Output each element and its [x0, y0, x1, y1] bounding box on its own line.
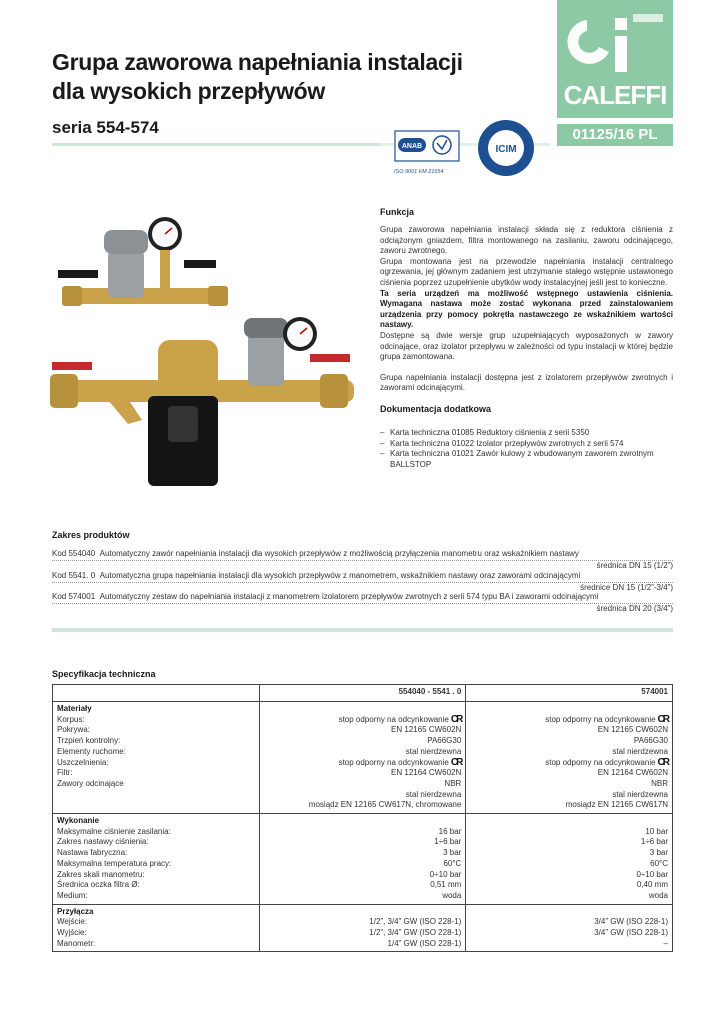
materials-col1	[259, 702, 466, 814]
spec-value: 1/2”, 3/4” GW (ISO 228-1)	[369, 917, 462, 927]
spec-value: 3 bar	[443, 848, 462, 858]
spec-value: woda	[648, 890, 668, 900]
function-section	[380, 207, 673, 470]
connections-col2	[466, 904, 673, 952]
product-description: Automatyczny zawór napełniania instalacji dla wysokich przepływów z możliwością przyłączenia manometru oraz wskaźnikiem nastawy	[99, 549, 579, 558]
spec-value: 3 bar	[649, 848, 668, 858]
document-code: 01125/16 PL	[557, 124, 673, 146]
spec-materials-row	[53, 702, 673, 814]
spec-label: Pokrywa:	[57, 725, 90, 735]
function-heading: Funkcja	[380, 207, 415, 217]
spec-value: 10 bar	[645, 826, 668, 836]
spec-value: mosiądz EN 12165 CW617N, chromowane	[308, 800, 462, 810]
spec-value: 0÷10 bar	[429, 869, 462, 879]
product-size: średnica DN 20 (3/4”)	[596, 603, 673, 613]
product-description: Automatyczny zestaw do napełniania instalacji z manometrem izolatorem przepływów zwrotnych z serii 574 typu BA i zaworami odcinającymi	[99, 592, 599, 601]
materials-col2	[466, 702, 673, 814]
connections-labels	[53, 904, 260, 952]
spec-value: EN 12165 CW602N	[391, 725, 462, 735]
spec-label: Uszczelnienia:	[57, 757, 109, 767]
cert-text: ISO 9001 FM 21654	[394, 169, 444, 175]
spec-value: 60°C	[650, 858, 668, 868]
spec-connections-row	[53, 904, 673, 952]
materials-labels	[53, 702, 260, 814]
product-row	[52, 592, 673, 614]
spec-label: Średnica oczka filtra Ø:	[57, 880, 140, 890]
valve-group-large-photo	[50, 317, 354, 486]
spec-value: 60°C	[443, 858, 462, 868]
spec-value: 0,40 mm	[636, 880, 668, 890]
documentation-item: – Karta techniczna 01085 Reduktory ciśnienia z serii 5350	[380, 428, 673, 439]
function-paragraph-bold: Ta seria urządzeń ma możliwość wstępnego ustawienia ciśnienia. Wymagana nastawa może zostać wykonana przed zainstalowaniem urządzenia przy pomocy pokrętła nastawczego ze wskaźnikiem wartości nastawy.	[380, 288, 673, 330]
product-code: Kod 574001	[52, 592, 96, 601]
product-size: średnica DN 15 (1/2”)	[596, 560, 673, 570]
spec-value: NBR	[444, 778, 462, 788]
performance-col1	[259, 814, 466, 905]
spec-performance-row	[53, 814, 673, 905]
spec-value: mosiądz EN 12165 CW617N	[565, 800, 668, 810]
performance-col2	[466, 814, 673, 905]
spec-value: stal nierdzewna	[405, 746, 462, 756]
spec-value: EN 12164 CW602N	[391, 768, 462, 778]
product-row	[52, 571, 673, 593]
spec-value: woda	[442, 890, 462, 900]
spec-value: 0÷10 bar	[636, 869, 668, 879]
spec-value: stal nierdzewna	[612, 789, 668, 799]
section-divider	[52, 628, 673, 632]
performance-labels	[53, 814, 260, 905]
product-row	[52, 549, 673, 571]
spec-label: Nastawa fabryczna:	[57, 848, 128, 858]
documentation-heading: Dokumentacja dodatkowa	[380, 403, 492, 414]
valve-group-small-photo	[58, 217, 228, 306]
spec-label: Zakres skali manometru:	[57, 869, 145, 879]
spec-value: 1/4” GW (ISO 228-1)	[387, 938, 462, 948]
svg-text:ANAB: ANAB	[401, 143, 423, 150]
svg-text:ICIM: ICIM	[495, 144, 517, 155]
spec-value: stal nierdzewna	[612, 746, 668, 756]
spec-value: stal nierdzewna	[405, 789, 462, 799]
specification-table	[52, 684, 673, 952]
cr-mark-icon: CR	[450, 756, 462, 768]
function-paragraph: Grupa zaworowa napełniania instalacji składa się z reduktora ciśnienia z odciążonym gniazdem, filtra montowanego na zasilaniu, zaworu odcinającego, zaworu zwrotnego.	[380, 225, 673, 256]
spec-label: Maksymalna temperatura pracy:	[57, 858, 172, 868]
spec-value: PA66G30	[427, 736, 462, 746]
series-title: seria 554-574	[52, 118, 159, 137]
product-code: Kod 554040	[52, 549, 96, 558]
spec-header-empty	[53, 685, 260, 702]
page-title: Grupa zaworowa napełniania instalacji dla wysokich przepływów	[52, 49, 463, 104]
spec-label: Wyjście:	[57, 928, 87, 938]
cr-mark-icon: CR	[657, 756, 668, 768]
cr-mark-icon: CR	[450, 713, 462, 725]
product-range-heading: Zakres produktów	[52, 530, 130, 540]
spec-label: Zakres nastawy ciśnienia:	[57, 837, 149, 847]
spec-value: EN 12165 CW602N	[597, 725, 668, 735]
spec-value: NBR	[651, 778, 668, 788]
product-photos	[48, 210, 358, 500]
anab-certification-mark	[394, 130, 460, 174]
spec-value: stop odporny na odcynkowanie	[545, 714, 656, 724]
spec-value: stop odporny na odcynkowanie	[338, 714, 449, 724]
spec-value: 0,51 mm	[430, 880, 462, 890]
spec-value: stop odporny na odcynkowanie	[545, 757, 656, 767]
spec-value: PA66G30	[633, 736, 668, 746]
spec-label: Manometr:	[57, 938, 96, 948]
cr-mark-icon: CR	[657, 713, 668, 725]
documentation-list	[380, 428, 673, 470]
function-paragraph: Grupa napełniania instalacji dostępna jest z izolatorem przepływów zwrotnych i zaworami odcinającymi.	[380, 372, 673, 393]
performance-heading: Wykonanie	[57, 816, 100, 826]
spec-label: Maksymalne ciśnienie zasilania:	[57, 826, 171, 836]
brand-name: CALEFFI	[563, 80, 667, 110]
spec-label: Filtr:	[57, 768, 73, 778]
spec-label: Trzpień kontrolny:	[57, 736, 121, 746]
spec-value: 1÷6 bar	[640, 837, 668, 847]
spec-value: EN 12164 CW602N	[597, 768, 668, 778]
spec-value: 1/2”, 3/4” GW (ISO 228-1)	[369, 928, 462, 938]
function-text	[380, 225, 673, 394]
product-size: średnice DN 15 (1/2”-3/4”)	[580, 582, 673, 592]
connections-heading: Przyłącza	[57, 906, 94, 916]
header-divider	[52, 143, 380, 146]
spec-value: 3/4” GW (ISO 228-1)	[594, 928, 668, 938]
specification-heading: Specyfikacja techniczna	[52, 669, 156, 679]
materials-heading: Materiały	[57, 704, 92, 713]
documentation-item: – Karta techniczna 01021 Zawór kulowy z wbudowanym zaworem zwrotnym BALLSTOP	[380, 449, 673, 470]
spec-col2-header: 574001	[466, 685, 673, 702]
spec-col1-header: 554040 - 5541 . 0	[259, 685, 466, 702]
icim-certification-mark	[475, 118, 537, 178]
spec-header-row	[53, 685, 673, 702]
function-paragraph: Dostępne są dwie wersje grup uzupełniających wyposażonych w zawory odcinające, oraz izolator przepływu w zależności od typu instalacji w której będzie grupa zamontowana.	[380, 330, 673, 362]
spec-value: –	[663, 938, 668, 948]
documentation-item: – Karta techniczna 01022 Izolator przepływów zwrotnych z serii 574	[380, 439, 673, 450]
connections-col1	[259, 904, 466, 952]
spec-value: 16 bar	[438, 826, 462, 836]
spec-label: Zawory odcinające	[57, 778, 124, 788]
spec-label: Medium:	[57, 890, 88, 900]
spec-label: Wejście:	[57, 917, 88, 927]
spec-label: Elementy ruchome:	[57, 746, 126, 756]
product-description: Automatyczna grupa napełniania instalacji dla wysokich przepływów z manometrem, wskaźnikiem nastawy oraz zaworami odcinającymi	[99, 571, 581, 580]
spec-value: 1÷6 bar	[434, 837, 462, 847]
product-code: Kod 5541. 0	[52, 571, 96, 580]
spec-value: 3/4” GW (ISO 228-1)	[594, 917, 668, 927]
spec-value: stop odporny na odcynkowanie	[338, 757, 449, 767]
spec-label: Korpus:	[57, 714, 85, 724]
function-paragraph: Grupa montowana jest na przewodzie napełniania instalacji centralnego ogrzewania, jej głównym zadaniem jest utrzymanie stałego wstępnie ustawionego ciśnienia poprzez uzupełnienie ubytków wody instalacyjnej jeśli jest to konieczne.	[380, 256, 673, 287]
